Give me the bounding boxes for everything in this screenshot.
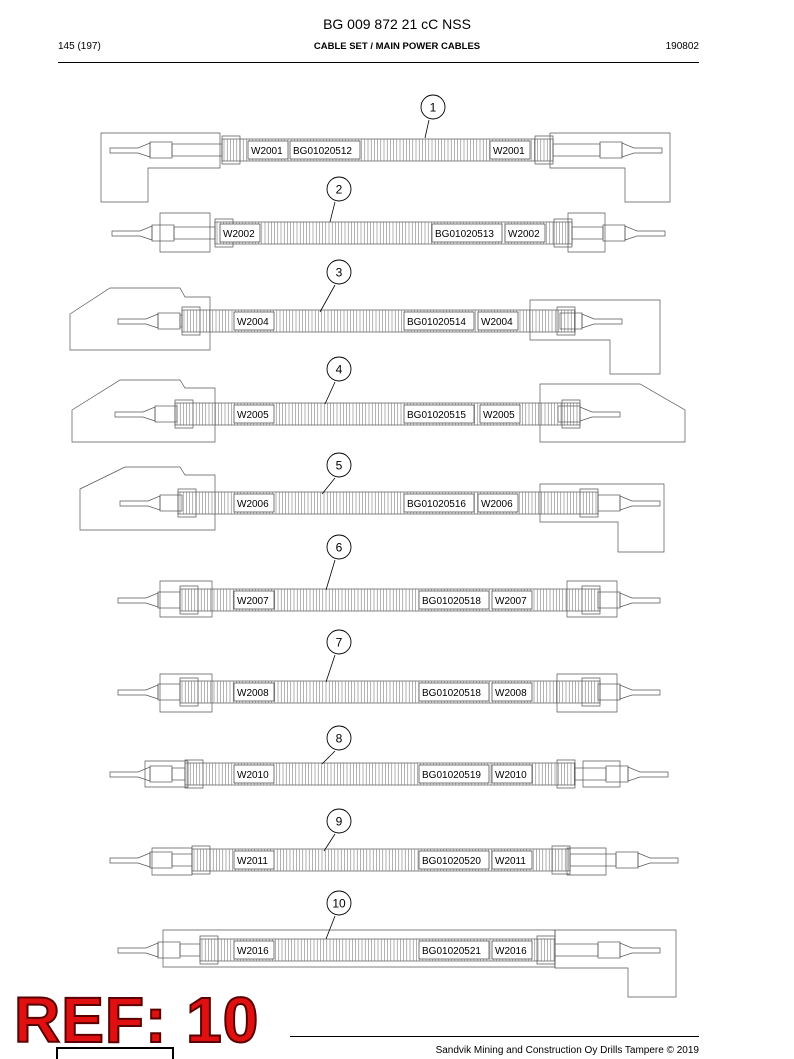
label-left-text: W2007 [237,596,269,607]
terminal-left [150,852,172,868]
part-number [404,312,474,330]
label-left [248,141,288,159]
leader-line [325,382,335,404]
terminal-left [150,766,172,782]
part-number [404,494,474,512]
part-number [419,765,489,783]
part-number-text: BG01020516 [407,499,466,510]
label-right [478,312,518,330]
item-number: 8 [335,731,343,746]
housing-left [160,213,210,252]
label-left-text: W2008 [237,688,269,699]
housing-left [80,467,215,530]
terminal-right [598,495,620,511]
label-right-text: W2011 [495,856,526,867]
cable-8 [110,726,668,788]
label-left-text: W2016 [237,946,269,957]
housing-right [568,213,605,252]
label-right [478,494,518,512]
label-right [480,405,520,423]
sleeve-right [555,944,598,956]
label-right [492,765,532,783]
label-right-text: W2004 [481,317,513,328]
part-number [419,591,489,609]
cable-3 [70,260,660,374]
label-right-text: W2002 [508,229,540,240]
label-right [492,851,532,869]
lug-left [112,226,152,240]
item-number: 10 [332,896,346,911]
label-left-text: W2010 [237,770,269,781]
terminal-left [155,406,177,422]
section-title: CABLE SET / MAIN POWER CABLES [313,41,481,52]
terminal-right [603,225,625,241]
leader-line [326,560,335,590]
sleeve-left [180,944,200,956]
terminal-left [158,942,180,958]
label-left-text: W2005 [237,410,269,421]
part-number [419,683,489,701]
housing-left [101,133,220,202]
leader-line [425,120,429,138]
label-right-text: W2007 [495,596,527,607]
housing-left [72,380,215,442]
terminal-left [150,142,172,158]
terminal-left [158,592,180,608]
part-number [404,405,474,423]
document-date: 190802 [665,41,699,52]
terminal-right [598,942,620,958]
label-left [234,494,274,512]
label-right-text: W2008 [495,688,527,699]
label-left [234,683,274,701]
label-right-text: W2001 [493,146,525,157]
part-number-text: BG01020513 [435,229,494,240]
label-right [492,591,532,609]
label-left [234,851,274,869]
item-number: 1 [429,100,437,115]
lug-right [638,853,678,867]
housing-right [567,581,617,617]
cable-4 [72,357,685,442]
leader-line [322,478,335,494]
document-title: BG 009 872 21 cC NSS [323,16,471,32]
item-number: 4 [335,362,343,377]
item-number: 7 [335,635,343,650]
label-right [492,683,532,701]
label-right-text: W2016 [495,946,527,957]
cable-6 [118,535,660,617]
terminal-right [606,766,628,782]
part-number [290,141,360,159]
footer-rule [290,1036,699,1037]
part-number-text: BG01020518 [422,596,481,607]
label-right [490,141,530,159]
leader-line [324,834,335,851]
label-left-text: W2006 [237,499,269,510]
lug-left [110,853,150,867]
lug-right [580,407,620,421]
terminal-right [600,142,622,158]
lug-left [120,496,160,510]
sleeve-left [172,854,192,866]
part-number-text: BG01020519 [422,770,481,781]
lug-left [118,685,158,699]
lug-left [118,593,158,607]
sleeve-right [572,227,603,239]
terminal-right [558,406,580,422]
label-left-text: W2002 [223,229,255,240]
terminal-left [158,313,180,329]
cable-1 [101,95,670,202]
part-number-text: BG01020514 [407,317,466,328]
cable-7 [118,630,660,712]
housing-right [583,761,620,787]
lug-left [110,143,150,157]
housing-right [555,930,676,997]
housing-right [567,848,606,875]
part-number-text: BG01020515 [407,410,466,421]
lug-right [620,943,660,957]
label-left-text: W2001 [251,146,283,157]
lug-right [582,314,622,328]
terminal-left [152,225,174,241]
terminal-right [616,852,638,868]
lug-left [118,943,158,957]
lug-right [625,226,665,240]
label-left-text: W2004 [237,317,269,328]
cable-9 [110,809,678,875]
sleeve-right [553,144,600,156]
leader-line [320,285,335,312]
leader-line [326,655,335,682]
label-right-text: W2005 [483,410,515,421]
label-left [234,312,274,330]
terminal-left [160,495,182,511]
cable-5 [80,453,664,552]
label-left [234,941,274,959]
lug-left [110,767,150,781]
sleeve-left [172,144,222,156]
sleeve-right [570,854,616,866]
lug-right [622,143,662,157]
label-left [234,591,274,609]
part-number [419,851,489,869]
part-number [432,224,502,242]
leader-line [330,202,335,222]
label-left [234,405,274,423]
label-right [505,224,545,242]
label-right-text: W2006 [481,499,513,510]
housing-right [530,300,660,374]
part-number-text: BG01020521 [422,946,481,957]
lug-left [118,314,158,328]
leader-line [326,916,335,939]
cable-2 [112,177,665,252]
cable-10 [118,891,676,997]
lug-right [628,767,668,781]
lug-left [115,407,155,421]
sleeve-left [172,768,185,780]
part-number-text: BG01020520 [422,856,481,867]
part-number-text: BG01020518 [422,688,481,699]
sleeve-right [575,768,606,780]
lug-right [620,496,660,510]
footer-copyright: Sandvik Mining and Construction Oy Drills Tampere © 2019 [435,1045,699,1056]
item-number: 9 [335,814,343,829]
ref-stamp: REF: 10 [14,984,260,1056]
sleeve-left [174,227,215,239]
label-left-text: W2011 [237,856,268,867]
item-number: 3 [335,265,343,280]
leader-line [322,751,335,764]
label-right-text: W2010 [495,770,527,781]
housing-right [550,133,670,202]
item-number: 5 [335,458,343,473]
item-number: 2 [335,182,343,197]
lug-right [620,593,660,607]
part-number-text: BG01020512 [293,146,352,157]
label-left [234,765,274,783]
lug-right [620,685,660,699]
terminal-left [158,684,180,700]
part-number [419,941,489,959]
label-left [220,224,260,242]
label-right [492,941,532,959]
housing-right [540,484,664,552]
page-number: 145 (197) [58,41,101,52]
item-number: 6 [335,540,343,555]
housing-left [145,761,188,787]
